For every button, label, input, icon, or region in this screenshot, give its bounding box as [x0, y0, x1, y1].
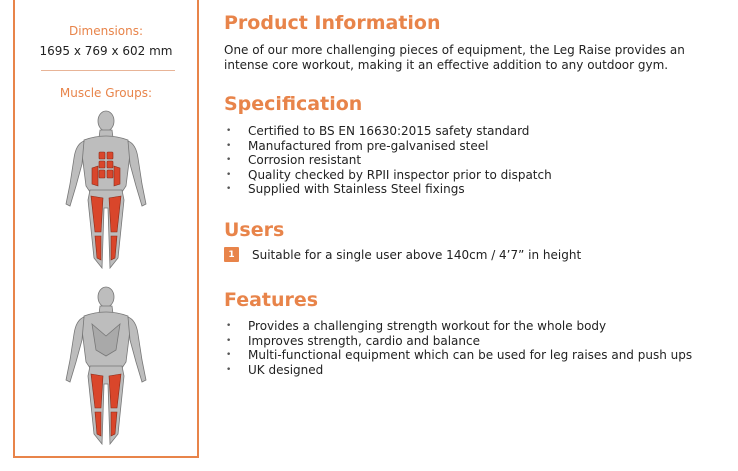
body-front-icon	[15, 108, 197, 276]
list-item: • Multi-functional equipment which can be used for leg raises and push ups	[224, 348, 692, 363]
muscle-groups-label: Muscle Groups:	[59, 86, 153, 100]
user-row	[224, 247, 581, 262]
list-item: • Supplied with Stainless Steel fixings	[224, 182, 552, 197]
specification-list	[224, 124, 552, 197]
features-list	[224, 319, 692, 377]
divider	[41, 70, 175, 71]
dimensions-label: Dimensions:	[68, 24, 144, 38]
list-item: • Quality checked by RPII inspector prior to dispatch	[224, 168, 552, 183]
list-item: • UK designed	[224, 363, 692, 378]
body-back-icon	[15, 284, 197, 452]
list-item: • Certified to BS EN 16630:2015 safety standard	[224, 124, 552, 139]
user-text: Suitable for a single user above 140cm / 4’7” in height	[252, 247, 582, 262]
product-information-text: One of our more challenging pieces of equipment, the Leg Raise provides an intense core workout, making it an effective addition to any outdoor gym.	[224, 43, 685, 72]
list-item: • Corrosion resistant	[224, 153, 552, 168]
features-heading: Features	[224, 289, 319, 311]
list-item: • Provides a challenging strength workout for the whole body	[224, 319, 692, 334]
list-item: • Improves strength, cardio and balance	[224, 334, 692, 349]
list-item: • Manufactured from pre-galvanised steel	[224, 139, 552, 154]
side-panel	[13, 0, 199, 458]
product-information-heading: Product Information	[224, 12, 441, 34]
users-heading: Users	[224, 219, 285, 241]
user-count-badge: 1	[224, 247, 239, 262]
specification-heading: Specification	[224, 93, 363, 115]
dimensions-value: 1695 x 769 x 602 mm	[39, 44, 173, 58]
